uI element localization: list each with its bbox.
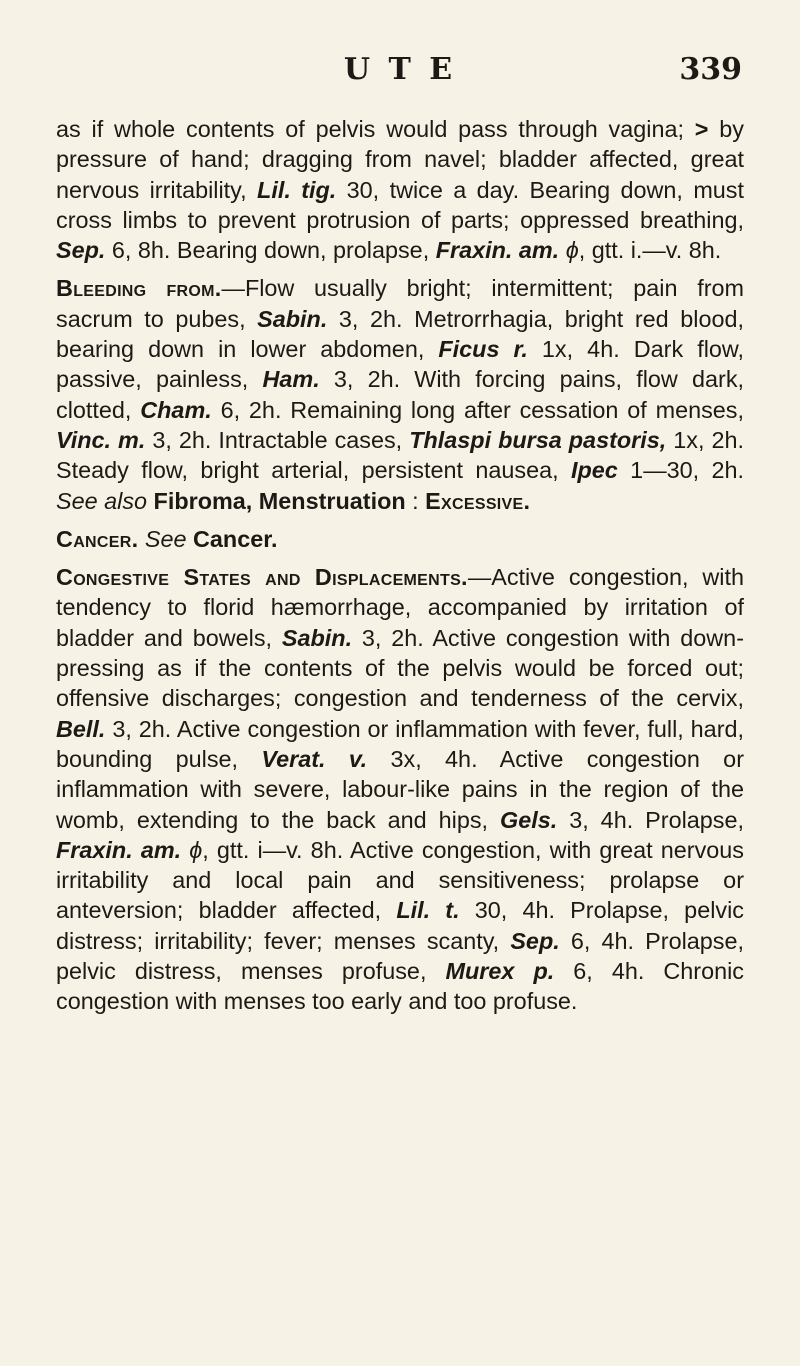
remedy-ref: Fraxin. am. [435, 237, 560, 264]
text-run: —Flow usually bright; intermittent; pain from sacrum to pubes, [56, 275, 744, 332]
see-note: See also [56, 487, 148, 514]
text-run: 3, 2h. Metrorrhagia, bright red blood, bearing down in lower abdomen, [56, 305, 744, 363]
text-run: , gtt. i—v. 8h. Active congestion, with great nervous irritability and local pain and sensitiveness; prolapse or anteversion; bladder affected, [56, 836, 744, 924]
see-note: See [144, 525, 187, 552]
text-run: 3, 2h. With forcing pains, flow dark, clotted, [56, 366, 745, 423]
remedy-ref: Vinc. m. [56, 426, 146, 453]
paragraph-cancer [56, 524, 744, 554]
cross-reference: Fibroma, Menstruation [153, 487, 406, 514]
text-run: 6, 4h. Prolapse, pelvic distress, menses profuse, [56, 927, 744, 985]
section-heading: Congestive States and Displacements. [56, 564, 468, 591]
remedy-ref: Sep. [510, 927, 560, 954]
text-run: as if whole contents of pelvis would pass through vagina; [56, 116, 695, 142]
paragraph-continuation [56, 114, 744, 265]
text-run: 6, 2h. Remaining long after cessation of menses, [211, 396, 744, 423]
remedy-ref: Fraxin. am. [56, 836, 182, 863]
paragraph-congestive [56, 562, 744, 1016]
text-run: 3, 4h. Prolapse, [557, 806, 744, 833]
text-run: 6, 4h. Chronic congestion with menses too early and too profuse. [56, 958, 744, 1015]
text-run: 30, 4h. Prolapse, pelvic distress; irritability; fever; menses scanty, [56, 897, 744, 954]
remedy-ref: Cham. [140, 396, 212, 423]
text-run: , gtt. i.—v. 8h. [578, 237, 722, 264]
page-number: 339 [679, 52, 742, 87]
body-text [56, 114, 744, 1017]
text-run: —Active congestion, with tendency to florid hæmorrhage, accompanied by irritation of bladder and bowels, [56, 564, 745, 651]
cross-reference: Cancer. [193, 525, 278, 552]
remedy-ref: Sep. [56, 237, 106, 264]
remedy-ref: Verat. v. [261, 745, 368, 772]
phi-symbol: ϕ [565, 237, 579, 264]
running-head: U T E [343, 52, 457, 87]
text-run: 3, 2h. Active congestion with down-pressing as if the contents of the pelvis would be forced out; offensive discharges; congestion and tenderness of the cervix, [56, 624, 744, 712]
remedy-ref: Murex p. [445, 958, 555, 985]
text-run: 1—30, 2h. [617, 457, 744, 484]
phi-symbol: ϕ [189, 836, 203, 863]
remedy-ref: Ficus r. [438, 336, 528, 363]
text-run: 3x, 4h. Active congestion or inflammation with severe, labour-like pains in the region of the womb, extending to the back and hips, [56, 745, 744, 833]
remedy-ref: Ipec [571, 457, 618, 484]
cross-reference: > [694, 116, 709, 142]
remedy-ref: Lil. tig. [257, 176, 337, 203]
paragraph-bleeding [56, 273, 744, 515]
book-page [56, 50, 744, 1025]
text-run: 6, 8h. Bearing down, prolapse, [105, 237, 436, 264]
remedy-ref: Lil. t. [396, 897, 460, 924]
text-run: 1x, 4h. Dark flow, passive, painless, [56, 336, 745, 393]
text-run: 1x, 2h. Steady flow, bright arterial, persistent nausea, [56, 426, 744, 484]
text-run: 30, twice a day. Bearing down, must cross limbs to prevent protrusion of parts; oppressed breathing, [56, 176, 745, 233]
remedy-ref: Sabin. [257, 305, 328, 332]
text-run: by pressure of hand; dragging from navel; bladder affected, great nervous irritability, [56, 116, 744, 203]
remedy-ref: Ham. [262, 366, 320, 393]
text-run: 3, 2h. Intractable cases, [145, 426, 410, 453]
remedy-ref: Thlaspi bursa pastoris, [409, 426, 667, 453]
remedy-ref: Gels. [500, 806, 558, 833]
text-run: : [405, 487, 426, 514]
text-run: 3, 2h. Active congestion or inflammation with fever, full, hard, bounding pulse, [56, 715, 744, 772]
remedy-ref: Sabin. [281, 624, 353, 651]
section-heading: Excessive. [425, 487, 531, 514]
section-heading: Bleeding from. [56, 275, 222, 302]
remedy-ref: Bell. [56, 715, 106, 742]
section-heading: Cancer. [56, 525, 139, 552]
page-header [56, 50, 744, 94]
